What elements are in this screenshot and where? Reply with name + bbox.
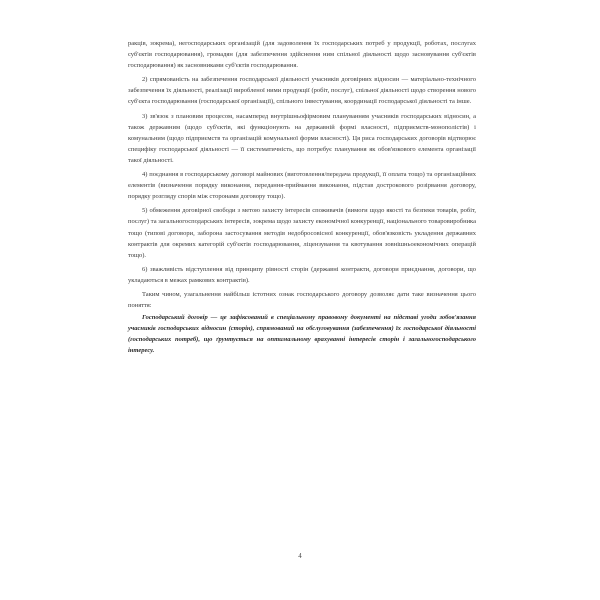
page-number: 4 — [298, 552, 302, 560]
paragraph-item-3: 3) зв'язок з плановим процесом, насамперед внутрішньофірмовим плануванням учасників господарських відносин, а також державним (щодо суб'єктів, які функціонують на державній формі власності, підприємств-монополістів) і комунальним (щодо підприємств та організацій комунальної форми власності). Ця риса господарських договорів відтворює специфіку господарської діяльності — її систематичність, що потребує планування як обов'язкового елемента організації такої діяльності. — [128, 112, 476, 164]
paragraph-continuation: ракців, зокрема), негосподарських організацій (для задоволення їх господарських потреб у продукції, роботах, послугах суб'єктів господарювання), громадян (для забезпечення здійснення ним спільної діяльності щодо засновування суб'єктів господарювання) як засновниками суб'єктів господарювання. — [128, 40, 476, 70]
page-body-text — [128, 38, 476, 358]
paragraph-item-6: 6) зважливість відступлення від принципу рівності сторін (державні контракти, договори приєднання, договори, що укладаються в межах рамкових контрактів). — [128, 265, 476, 284]
paragraph-item-4: 4) поєднання в господарському договорі майнових (виготовлення/передача продукції, її оплата тощо) та організаційних елементів (визначення порядку виконання, передання-приймання виконання, підстав дострокового розірвання договору, порядку розгляду спорів між сторонами договору тощо). — [128, 171, 476, 201]
paragraph-summary: Таким чином, узагальнення найбільш істотних ознак господарського договору дозволяє дати таке визначення цього поняття: — [128, 290, 476, 310]
paragraph-item-2: 2) спрямованість на забезпечення господарської діяльності учасників договірних відносин — матеріально-технічного забезпечення їх діяльності, реалізації виробленої ними продукції (робіт, послуг), спільної діяльності щодо створення нового суб'єкта господарювання (господарської організації), спільного інвестування, координації господарської діяльності та інше. — [128, 76, 476, 106]
paragraph-item-5: 5) обмеження договірної свободи з метою захисту інтересів споживачів (вимоги щодо якості та безпеки товарів, робіт, послуг) та загальногосподарських інтересів, зокрема щодо захисту економічної конкуренції, національного товаровиробника тощо (типові договори, заборона застосування методів недобросовісної конкуренції, обов'язковість укладення державних контрактів для окремих категорій суб'єктів господарювання, ліцензування та квотування зовнішньоекономічних операцій тощо). — [128, 207, 476, 259]
definition-paragraph: Господарський договір — це зафіксований в спеціальному правовому документі на підставі угоди зобов'язання учасників господарських відносин (сторін), спрямований на обслуговування (забезпечення) їх господарської діяльності (господарських потреб), що ґрунтується на оптимальному врахуванні інтересів сторін і загальногосподарського інтересу. — [128, 314, 476, 355]
